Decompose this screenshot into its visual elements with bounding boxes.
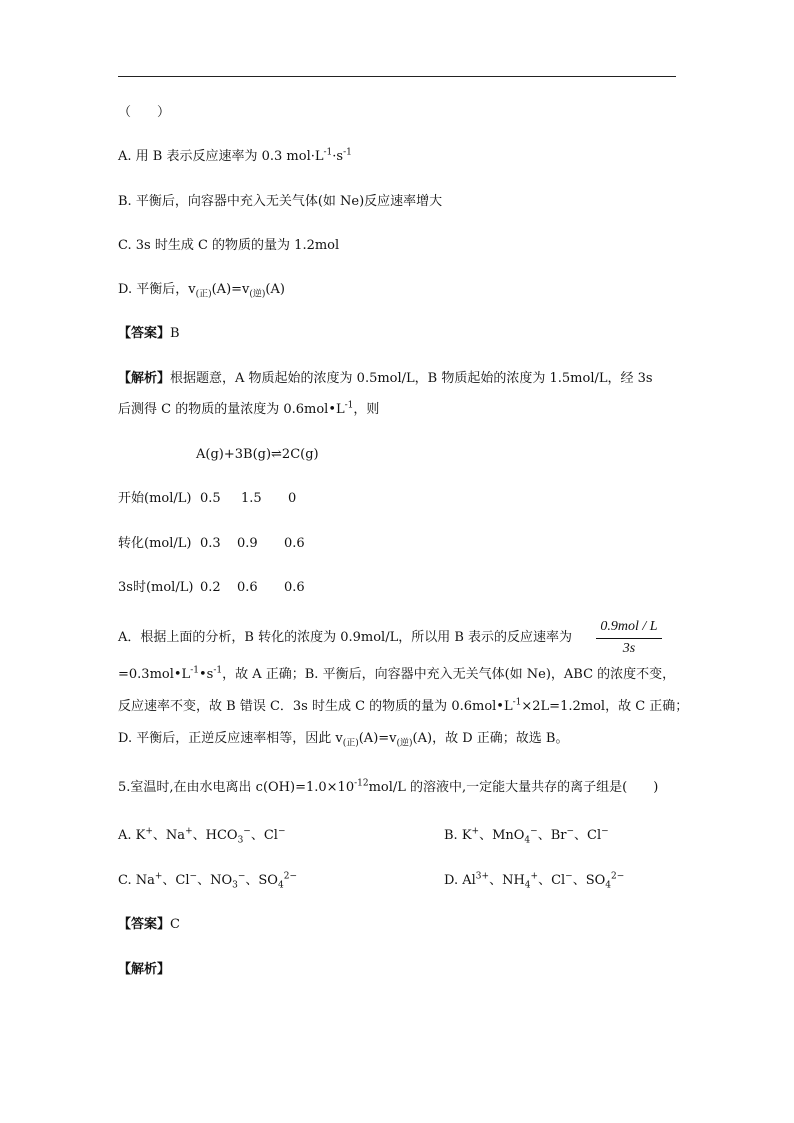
q5-option-d: D. $Al^{3+}$、$NH_4^+$、Cl−、$SO_4^{2-}$ xyxy=(444,871,625,891)
header-rule xyxy=(118,76,676,77)
q5-option-a: A. K+、Na+、$HCO_3^-$、Cl− xyxy=(118,826,286,846)
table-cell: 0.5 xyxy=(200,491,221,506)
q5-answer: 【答案】C xyxy=(118,917,180,932)
table-cell: 0.2 xyxy=(200,580,221,595)
table-row-label: 开始(mol/L) xyxy=(118,491,192,506)
table-cell: 0 xyxy=(288,491,297,506)
q5-stem: 5.室温时,在由水电离出 $c(OH)=1.0\times 10^{-12}mol/L$ 的溶液中,一定能大量共存的离子组是( ) xyxy=(118,778,659,795)
table-cell: 0.3 xyxy=(200,536,221,551)
table-row-label: 3s时(mol/L) xyxy=(118,580,194,595)
q4-option-a: A. 用 B 表示反应速率为 0.3 $mol\cdot L^{-1}\cdot s^{-1}$ xyxy=(118,147,352,164)
table-cell: 0.6 xyxy=(237,580,258,595)
q4-option-c: C. 3s 时生成 C 的物质的量为 1.2mol xyxy=(118,238,340,253)
rate-fraction xyxy=(594,617,664,658)
table-cell: 0.6 xyxy=(284,580,305,595)
table-cell: 0.6 xyxy=(284,536,305,551)
q4-explain-line-3: 反应速率不变，故 B 错误 C．3s 时生成 C 的物质的量为 $0.6mol•L^{-1}\times 2L=1.2mol$，故 C 正确； xyxy=(118,697,689,714)
q4-analysis-line-1: 【解析】根据题意，A 物质起始的浓度为 0.5mol/L，B 物质起始的浓度为 1.5mol/L，经 3s xyxy=(118,371,653,386)
table-cell: 1.5 xyxy=(241,491,262,506)
q5-analysis-label: 【解析】 xyxy=(118,962,171,977)
q4-stem-end: （ ） xyxy=(118,105,171,120)
q4-option-d: D. 平衡后，$v_{(正)}(A)=v_{(逆)}(A)$ xyxy=(118,282,285,300)
table-row-label: 转化(mol/L) xyxy=(118,536,192,551)
fraction-denominator: 3s xyxy=(622,641,636,656)
q4-answer: 【答案】B xyxy=(118,326,180,341)
q4-explain-line-4: D. 平衡后，正逆反应速率相等，因此 $v_{(正)}(A)=v_{(逆)}(A)$，故 D 正确；故选 B。 xyxy=(118,731,569,749)
q4-option-b: B. 平衡后，向容器中充入无关气体(如 Ne)反应速率增大 xyxy=(118,194,443,209)
q5-option-b: B. K+、MnO$_4$−、Br−、Cl− xyxy=(444,826,609,846)
q4-analysis-line-2: 后测得 C 的物质的量浓度为 $0.6mol•L^{-1}$，则 xyxy=(118,400,380,417)
q4-explain-line-1: A．根据上面的分析，B 转化的浓度为 0.9mol/L，所以用 B 表示的反应速率为 xyxy=(118,630,573,645)
table-cell: 0.9 xyxy=(237,536,258,551)
fraction-numerator: 0.9mol / L xyxy=(600,619,658,634)
q4-explain-line-2: $=0.3mol•L^{-1}•s^{-1}$，故 A 正确；B. 平衡后，向容器中充入无关气体(如 Ne)，ABC 的浓度不变， xyxy=(118,665,676,682)
fraction-bar xyxy=(596,638,662,639)
reaction-equation: A(g)+3B(g)⇌2C(g) xyxy=(196,447,319,462)
q5-option-c: C. Na+、Cl−、$NO_3^-$、$SO_4^{2-}$ xyxy=(118,871,297,891)
